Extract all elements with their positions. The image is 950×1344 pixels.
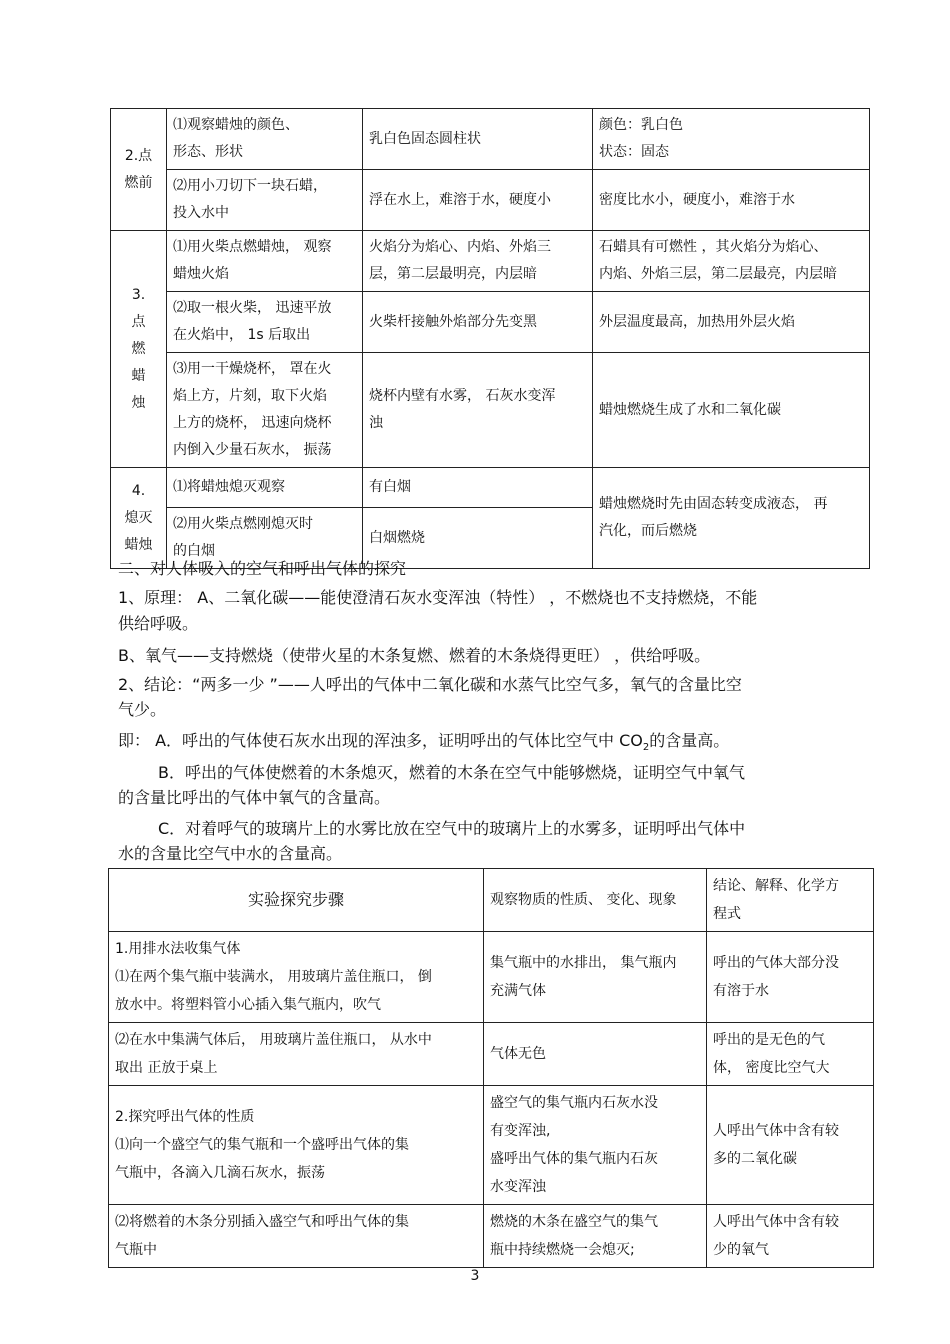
step-cell: ⑵取一根火柴， 迅速平放 在火焰中， 1s 后取出 — [167, 292, 363, 353]
step-cell: ⑴用火柴点燃蜡烛， 观察 蜡烛火焰 — [167, 231, 363, 292]
observation-cell: 火焰分为焰心、内焰、外焰三 层，第二层最明亮，内层暗 — [363, 231, 593, 292]
inference-a-subscript: 2 — [642, 742, 650, 754]
conclusion-cell: 石蜡具有可燃性 ，其火焰分为焰心、 内焰、外焰三层，第二层最亮，内层暗 — [593, 231, 870, 292]
conclusion-cell: 密度比水小，硬度小，难溶于水 — [593, 170, 870, 231]
inference-a-suffix: 的含量高。 — [649, 731, 730, 750]
step-cell: ⑵将燃着的木条分别插入盛空气和呼出气体的集 气瓶中 — [109, 1205, 484, 1268]
group-cell: 3. 点 燃 蜡 烛 — [111, 231, 167, 468]
inference-a-text: 即： A．呼出的气体使石灰水出现的浑浊多，证明呼出的气体比空气中 CO — [118, 731, 643, 750]
conclusion-line-1: 2、结论：“两多一少 ”——人呼出的气体中二氧化碳和水蒸气比空气多，氧气的含量比空 — [118, 675, 742, 694]
inference-c-line-2: 水的含量比空气中水的含量高。 — [118, 844, 343, 863]
observation-cell: 气体无色 — [484, 1023, 707, 1086]
conclusion-cell: 外层温度最高，加热用外层火焰 — [593, 292, 870, 353]
step-cell: ⑴观察蜡烛的颜色、 形态、形状 — [167, 109, 363, 170]
inference-a — [118, 730, 729, 759]
conclusion-cell: 蜡烛燃烧生成了水和二氧化碳 — [593, 353, 870, 468]
step-cell: ⑴将蜡烛熄灭观察 — [167, 468, 363, 508]
observation-cell: 盛空气的集气瓶内石灰水没 有变浑浊, 盛呼出气体的集气瓶内石灰 水变浑浊 — [484, 1086, 707, 1205]
conclusion-cell: 颜色：乳白色 状态：固态 — [593, 109, 870, 170]
inference-c-line-1: C．对着呼气的玻璃片上的水雾比放在空气中的玻璃片上的水雾多，证明呼出气体中 — [158, 819, 746, 838]
principle-b: B、氧气——支持燃烧（使带火星的木条复燃、燃着的木条烧得更旺） ，供给呼吸。 — [118, 646, 711, 665]
inference-b-line-1: B．呼出的气体使燃着的木条熄灭，燃着的木条在空气中能够燃烧，证明空气中氧气 — [158, 763, 745, 782]
observation-cell: 有白烟 — [363, 468, 593, 508]
observation-cell: 浮在水上，难溶于水，硬度小 — [363, 170, 593, 231]
step-cell: ⑵在水中集满气体后， 用玻璃片盖住瓶口， 从水中 取出 正放于桌上 — [109, 1023, 484, 1086]
observation-cell: 火柴杆接触外焰部分先变黑 — [363, 292, 593, 353]
conclusion-cell: 蜡烛燃烧时先由固态转变成液态， 再 汽化，而后燃烧 — [593, 468, 870, 569]
conclusion-cell: 人呼出气体中含有较 少的氧气 — [707, 1205, 874, 1268]
observation-cell: 烧杯内壁有水雾， 石灰水变浑 浊 — [363, 353, 593, 468]
observation-cell: 燃烧的木条在盛空气的集气 瓶中持续燃烧一会熄灭; — [484, 1205, 707, 1268]
breath-experiment-table — [108, 868, 874, 1268]
step-cell: 2.探究呼出气体的性质 ⑴向一个盛空气的集气瓶和一个盛呼出气体的集 气瓶中，各滴入几滴石灰水，振荡 — [109, 1086, 484, 1205]
header-observation: 观察物质的性质、 变化、现象 — [484, 869, 707, 932]
header-steps: 实验探究步骤 — [109, 869, 484, 932]
section-heading: 二、对人体吸入的空气和呼出气体的探究 — [118, 559, 407, 578]
group-cell: 4. 熄灭 蜡烛 — [111, 468, 167, 569]
step-cell: 1.用排水法收集气体 ⑴在两个集气瓶中装满水， 用玻璃片盖住瓶口， 倒 放水中。将塑料管小心插入集气瓶内，吹气 — [109, 932, 484, 1023]
principle-a: 1、原理： A、二氧化碳——能使澄清石灰水变浑浊（特性） ，不燃烧也不支持燃烧，不能 — [118, 588, 758, 607]
step-cell: ⑶用一干燥烧杯， 罩在火 焰上方，片刻，取下火焰 上方的烧杯， 迅速向烧杯 内倒入少量石灰水， 振荡 — [167, 353, 363, 468]
candle-experiment-table — [110, 108, 870, 569]
page-number: 3 — [470, 1268, 480, 1284]
group-cell: 2.点 燃前 — [111, 109, 167, 231]
conclusion-cell: 呼出的是无色的气 体， 密度比空气大 — [707, 1023, 874, 1086]
principle-a-cont: 供给呼吸。 — [118, 614, 199, 633]
conclusion-line-2: 气少。 — [118, 700, 167, 719]
observation-cell: 乳白色固态圆柱状 — [363, 109, 593, 170]
conclusion-cell: 呼出的气体大部分没 有溶于水 — [707, 932, 874, 1023]
step-cell: ⑵用火柴点燃刚熄灭时 的白烟 — [167, 508, 363, 569]
header-conclusion: 结论、解释、化学方 程式 — [707, 869, 874, 932]
step-cell: ⑵用小刀切下一块石蜡， 投入水中 — [167, 170, 363, 231]
inference-b-line-2: 的含量比呼出的气体中氧气的含量高。 — [118, 788, 391, 807]
observation-cell: 白烟燃烧 — [363, 508, 593, 569]
conclusion-cell: 人呼出气体中含有较 多的二氧化碳 — [707, 1086, 874, 1205]
observation-cell: 集气瓶中的水排出， 集气瓶内 充满气体 — [484, 932, 707, 1023]
